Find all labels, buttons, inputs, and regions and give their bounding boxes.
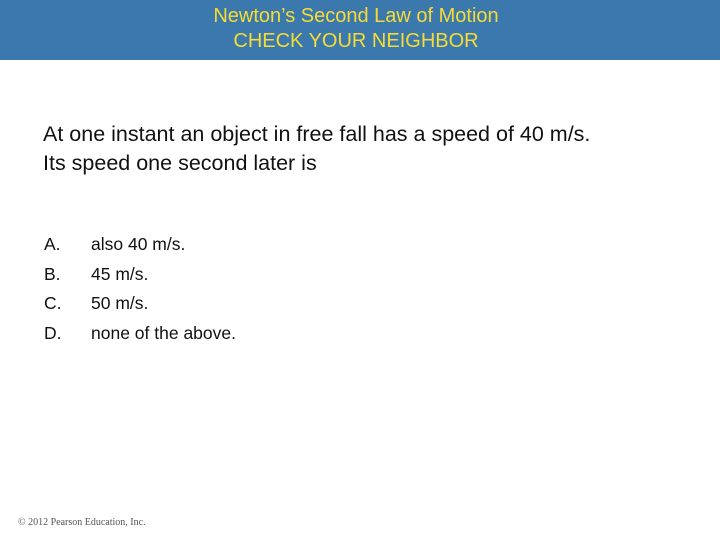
- title-line-1: Newton’s Second Law of Motion: [213, 5, 499, 27]
- title-line-2: CHECK YOUR NEIGHBOR: [233, 30, 479, 52]
- option-c: [44, 289, 236, 319]
- option-text: 50 m/s.: [91, 293, 149, 313]
- option-text: none of the above.: [91, 322, 236, 343]
- option-letter: D.: [44, 322, 62, 343]
- copyright-footer: © 2012 Pearson Education, Inc.: [18, 517, 146, 528]
- question-line-1: At one instant an object in free fall has a speed of 40 m/s.: [43, 122, 591, 146]
- option-d: [44, 319, 236, 349]
- option-text: also 40 m/s.: [91, 234, 186, 254]
- slide-title: [0, 4, 712, 54]
- option-letter: B.: [44, 263, 61, 284]
- question-text: [43, 120, 693, 178]
- option-letter: C.: [44, 293, 62, 313]
- option-text: 45 m/s.: [91, 263, 149, 284]
- header-bar: [0, 0, 720, 60]
- question-line-2: Its speed one second later is: [43, 151, 317, 175]
- option-a: [44, 230, 236, 260]
- option-letter: A.: [44, 234, 61, 254]
- answer-options: [44, 230, 236, 348]
- option-b: [44, 260, 236, 290]
